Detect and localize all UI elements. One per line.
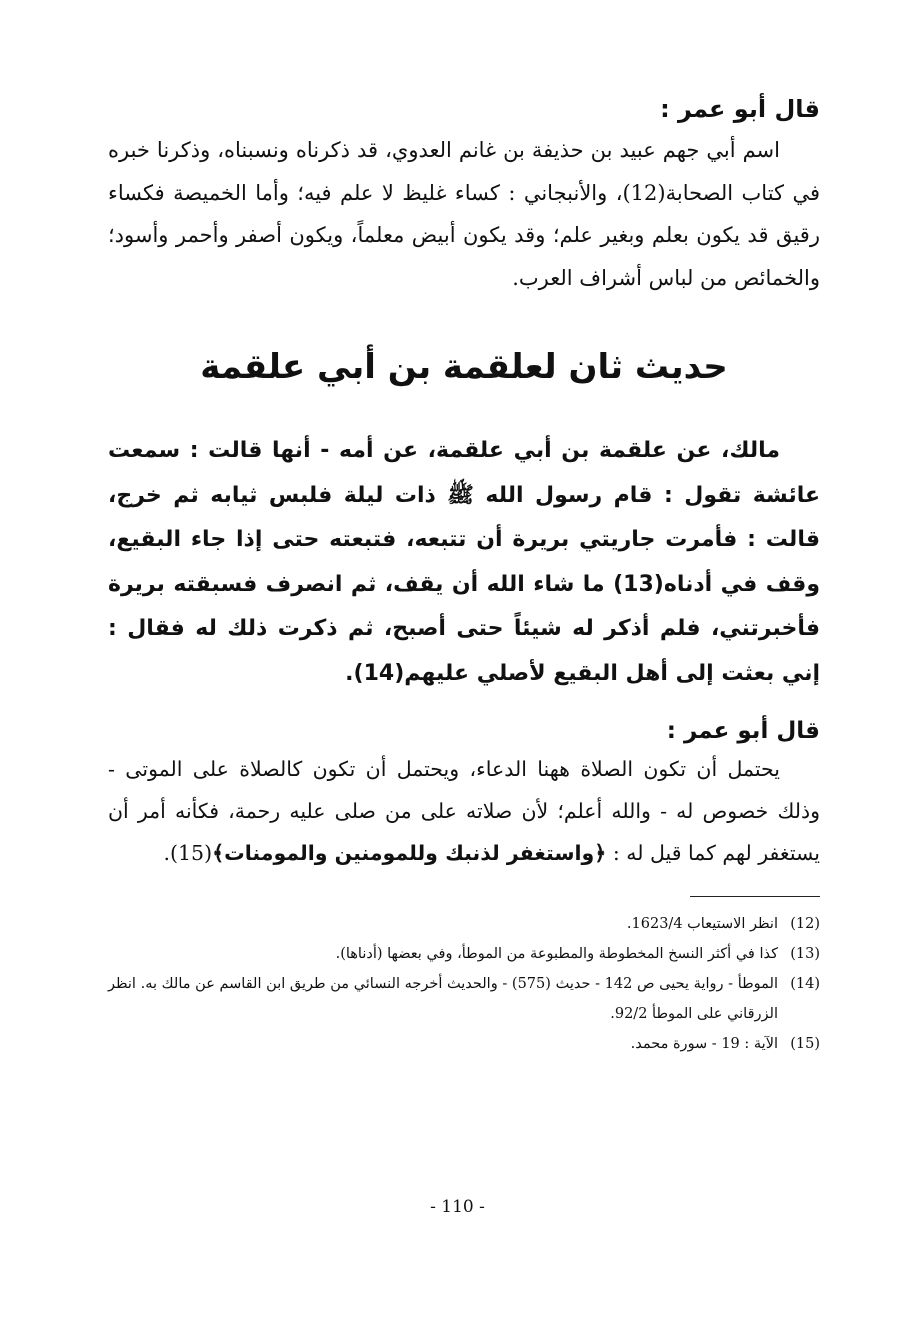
footnote-text: الآية : 19 - سورة محمد. xyxy=(630,1036,778,1053)
footnote-ref: (15). xyxy=(163,841,213,866)
footnote-item xyxy=(108,1029,820,1059)
footnote-divider xyxy=(690,896,820,897)
quran-verse: ﴿واستغفر لذنبك وللمومنين والمومنات﴾ xyxy=(212,841,607,866)
chapter-title: حديث ثان لعلقمة بن أبي علقمة xyxy=(200,347,728,387)
paragraph-text: يحتمل أن تكون الصلاة ههنا الدعاء، ويحتمل أن تكون كالصلاة على الموتى - وذلك خصوص له - والله أعلم؛ لأن صلاته على من صلى عليه رحمة، فكأنه أمر أن يستغفر لهم كما قيل له : xyxy=(108,757,820,866)
hadith-text: مالك، عن علقمة بن أبي علقمة، عن أمه - أنها قالت : سمعت عائشة تقول : قام رسول الله ﷺ ذات ليلة فلبس ثيابه ثم خرج، قالت : فأمرت جاريتي بريرة أن تتبعه، فتبعته حتى إذا جاء البقيع، وقف في أدناه(13) ما شاء الله أن يقف، ثم انصرف فسبقته بريرة فأخبرتني، فلم أذكر له شيئاً حتى أصبح، ثم ذكرت ذلك له فقال : إني بعثت إلى أهل البقيع لأصلي عليهم(14). xyxy=(108,438,820,686)
footnote-item xyxy=(108,909,820,939)
page-number: - 110 - xyxy=(430,1197,485,1217)
footnote-number: (13) xyxy=(790,946,820,963)
footnote-text: الموطأ - رواية يحيى ص 142 - حديث (575) - والحديث أخرجه النسائي من طريق ابن القاسم عن مالك به. انظر الزرقاني على الموطأ 92/2. xyxy=(108,976,778,1023)
footnote-item xyxy=(108,969,820,1029)
footnote-number: (12) xyxy=(790,916,820,933)
footnotes-list xyxy=(108,909,820,1059)
footnote-number: (14) xyxy=(790,976,820,993)
footnote-item xyxy=(108,939,820,969)
footnote-text: انظر الاستيعاب 1623/4. xyxy=(626,916,778,933)
commentary-paragraph-2 xyxy=(108,748,820,874)
page-body xyxy=(108,95,820,1059)
footnote-text: كذا في أكثر النسخ المخطوطة والمطبوعة من الموطأ، وفي بعضها (أدناها). xyxy=(335,946,778,963)
footnote-number: (15) xyxy=(790,1036,820,1053)
section-heading-2: قال أبو عمر : xyxy=(666,718,820,745)
section-heading: قال أبو عمر : xyxy=(660,95,820,123)
commentary-paragraph: اسم أبي جهم عبيد بن حذيفة بن غانم العدوي، قد ذكرناه ونسبناه، وذكرنا خبره في كتاب الصحابة(12)، والأنبجاني : كساء غليظ لا علم فيه؛ وأما الخميصة فكساء رقيق قد يكون بعلم وبغير علم؛ وقد يكون أبيض معلماً، ويكون أصفر وأحمر وأسود؛ والخمائص من لباس أشراف العرب. xyxy=(108,138,820,290)
